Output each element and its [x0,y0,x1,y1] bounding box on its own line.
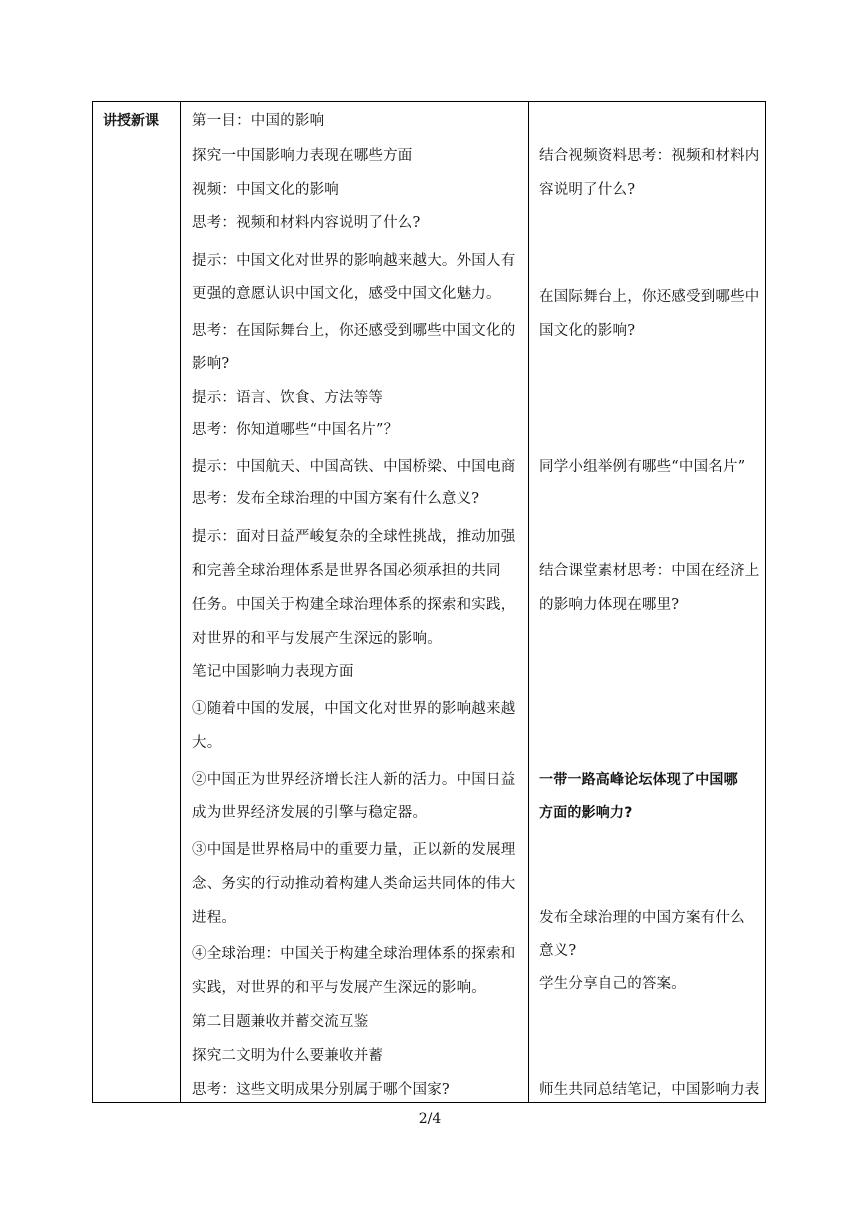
activity-line: 国文化的影响? [539,323,636,339]
section-label: 讲授新课 [103,113,159,129]
content-line: 成为世界经济发展的引擎与稳定器。 [192,805,428,821]
content-line: 提示：中国文化对世界的影响越来越大。外国人有 [192,253,516,269]
activity-line: 同学小组举例有哪些“中国名片” [539,459,746,475]
content-line: 和完善全球治理体系是世界各国必须承担的共同 [192,563,501,579]
column-divider [180,102,181,1102]
content-line: 提示：中国航天、中国高铁、中国桥梁、中国电商 [192,459,516,475]
content-line: ②中国正为世界经济增长注人新的活力。中国日益 [192,772,516,788]
activity-line-bold: 方面的影响力? [539,805,633,821]
content-line: 笔记中国影响力表现方面 [192,664,354,680]
content-line: 更强的意愿认识中国文化，感受中国文化魅力。 [192,286,501,302]
lesson-table [92,101,766,1103]
column-divider [528,102,529,1102]
content-line: 对世界的和平与发展产生深远的影响。 [192,631,442,647]
content-line: ④全球治理：中国关于构建全球治理体系的探索和 [192,946,516,962]
content-line: 第二目题兼收并蓄交流互鉴 [192,1014,369,1030]
content-line: ①随着中国的发展，中国文化对世界的影响越来越 [192,701,516,717]
page-number: 2/4 [418,1111,442,1127]
activity-line: 在国际舞台上，你还感受到哪些中 [539,289,760,305]
content-line: 任务。中国关于构建全球治理体系的探索和实践， [192,597,516,613]
content-line: 提示：语言、饮食、方法等等 [192,390,384,406]
activity-line: 容说明了什么? [539,182,636,198]
content-line: 影响? [192,356,230,372]
activity-line: 师生共同总结笔记，中国影响力表 [539,1082,760,1098]
content-line: 视频：中国文化的影响 [192,182,339,198]
activity-line: 结合课堂素材思考：中国在经济上 [539,563,760,579]
content-line: 探究一中国影响力表现在哪些方面 [192,148,413,164]
activity-line-bold: 一带一路高峰论坛体现了中国哪 [539,772,738,788]
content-line: 念、务实的行动推动着构建人类命运共同体的伟大 [192,876,516,892]
activity-line: 结合视频资料思考：视频和材料内 [539,148,760,164]
content-line: 第一目：中国的影响 [192,113,325,129]
content-line: 实践，对世界的和平与发展产生深远的影响。 [192,980,486,996]
content-line: 大。 [192,735,222,751]
activity-line: 发布全球治理的中国方案有什么 [539,910,745,926]
content-line: ③中国是世界格局中的重要力量，正以新的发展理 [192,842,516,858]
content-line: 思考：发布全球治理的中国方案有什么意义? [192,491,480,507]
content-line: 思考：这些文明成果分别属于哪个国家? [192,1082,450,1098]
content-line: 探究二文明为什么要兼收并蓄 [192,1048,384,1064]
activity-line: 的影响力体现在哪里? [539,597,680,613]
content-line: 提示：面对日益严峻复杂的全球性挑战，推动加强 [192,529,516,545]
activity-line: 学生分享自己的答案。 [539,976,686,992]
content-line: 思考：视频和材料内容说明了什么? [192,215,421,231]
content-line: 思考：你知道哪些“中国名片”？ [192,422,399,438]
activity-line: 意义? [539,943,577,959]
content-line: 思考：在国际舞台上，你还感受到哪些中国文化的 [192,323,516,339]
content-line: 进程。 [192,910,237,926]
